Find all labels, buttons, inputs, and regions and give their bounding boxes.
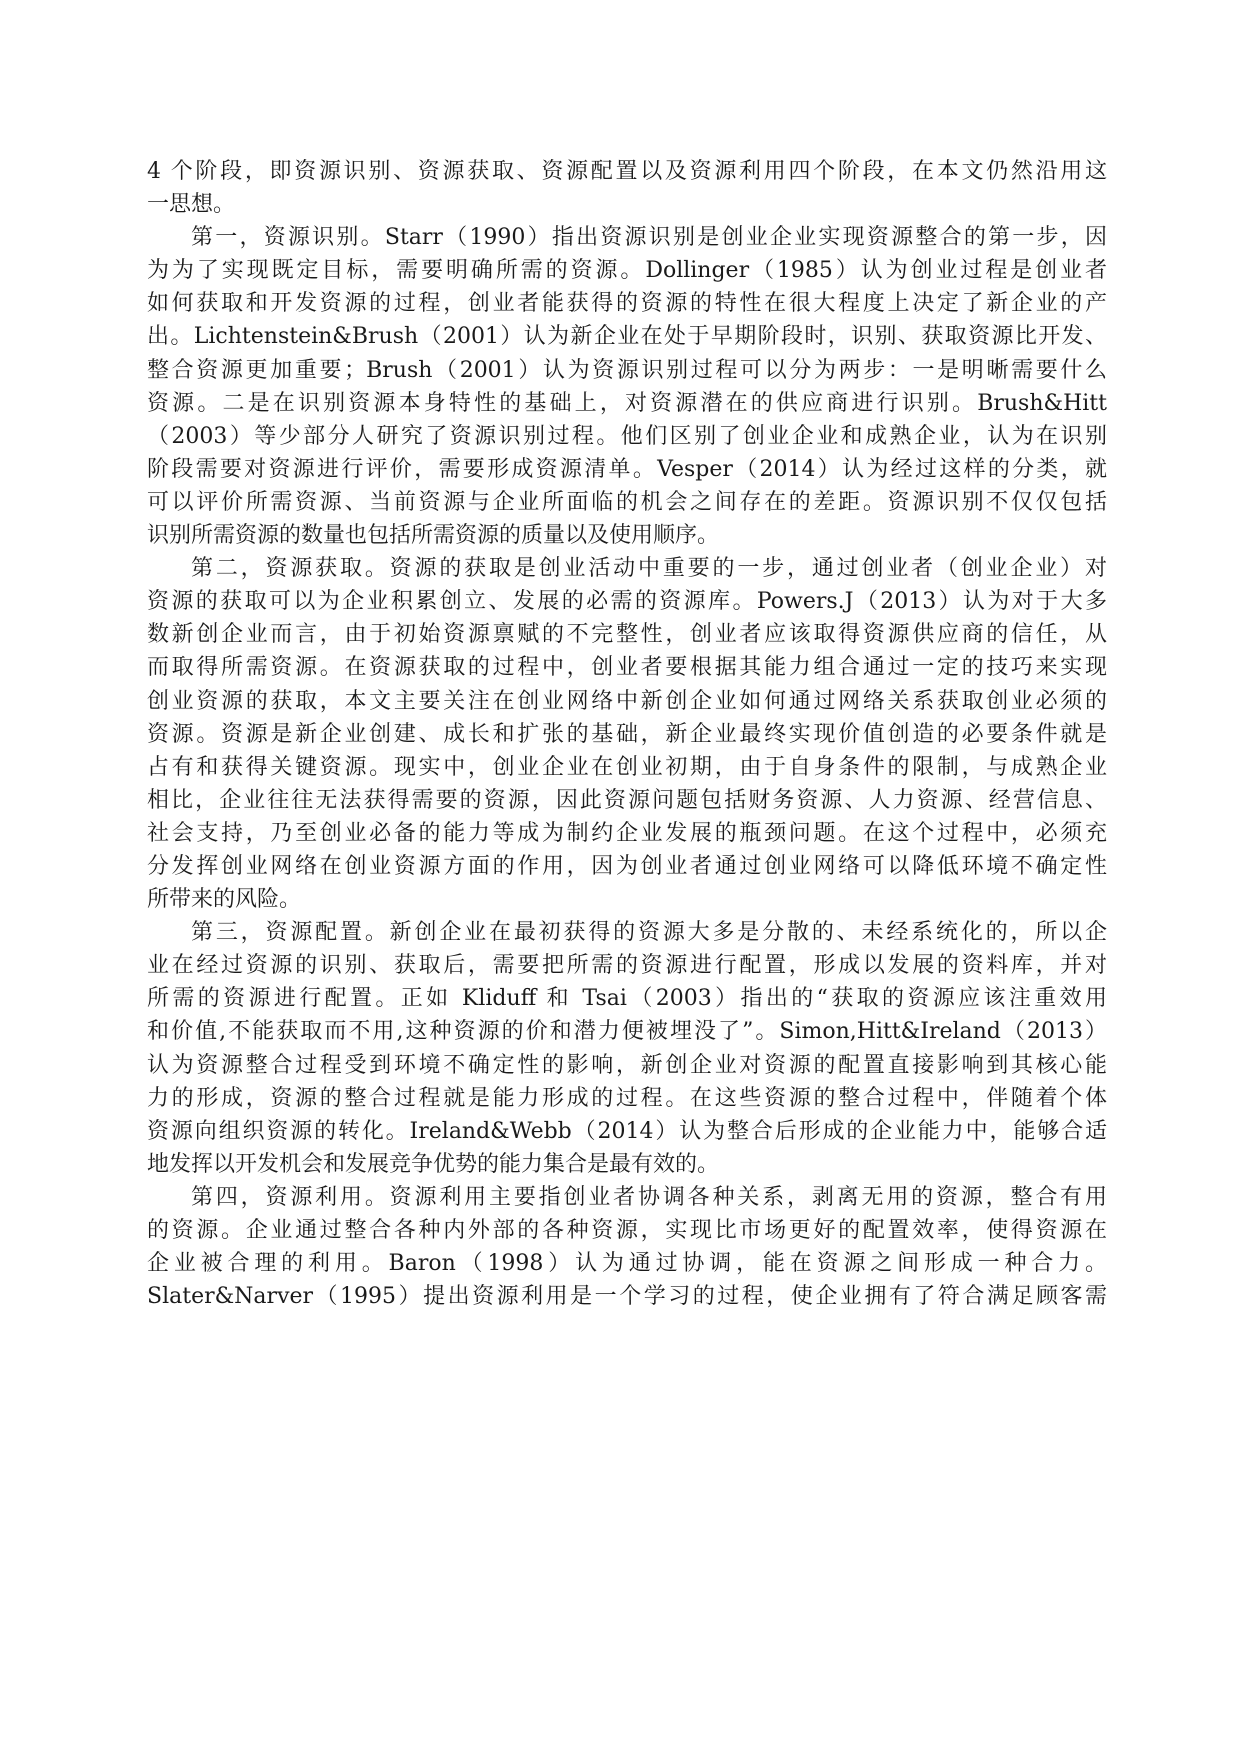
text-line: 资源向组织资源的转化。Ireland&Webb（2014）认为整合后形成的企业能力中，能够合适 [147, 1118, 1107, 1144]
paragraph-first-line: 第二，资源获取。资源的获取是创业活动中重要的一步，通过创业者（创业企业）对 [191, 556, 1107, 582]
text-line: 数新创企业而言，由于初始资源禀赋的不完整性，创业者应该取得资源供应商的信任，从 [147, 622, 1107, 648]
text-line: 和价值,不能获取而不用,这种资源的价和潜力便被埋没了”。Simon,Hitt&Ireland（2013） [147, 1019, 1107, 1045]
text-line: 识别所需资源的数量也包括所需资源的质量以及使用顺序。 [147, 523, 720, 549]
text-line: 业在经过资源的识别、获取后，需要把所需的资源进行配置，形成以发展的资料库，并对 [147, 953, 1107, 979]
text-line: 出。Lichtenstein&Brush（2001）认为新企业在处于早期阶段时，识别、获取资源比开发、 [147, 324, 1107, 350]
text-line: 资源。二是在识别资源本身特性的基础上，对资源潜在的供应商进行识别。Brush&Hitt [147, 390, 1107, 416]
text-line: 认为资源整合过程受到环境不确定性的影响，新创企业对资源的配置直接影响到其核心能 [147, 1052, 1107, 1078]
text-line: 可以评价所需资源、当前资源与企业所面临的机会之间存在的差距。资源识别不仅仅包括 [147, 489, 1107, 515]
text-line: 资源的获取可以为企业积累创立、发展的必需的资源库。Powers.J（2013）认为对于大多 [147, 589, 1107, 615]
text-line: 分发挥创业网络在创业资源方面的作用，因为创业者通过创业网络可以降低环境不确定性 [147, 853, 1107, 879]
text-line: 相比，企业往往无法获得需要的资源，因此资源问题包括财务资源、人力资源、经营信息、 [147, 787, 1107, 813]
text-line: 一思想。 [147, 192, 236, 218]
paragraph-first-line: 第三，资源配置。新创企业在最初获得的资源大多是分散的、未经系统化的，所以企 [191, 920, 1107, 946]
text-line: 整合资源更加重要；Brush（2001）认为资源识别过程可以分为两步：一是明晰需要什么 [147, 357, 1107, 383]
text-line: 企业被合理的利用。Baron（1998）认为通过协调，能在资源之间形成一种合力。 [147, 1251, 1107, 1277]
text-line: （2003）等少部分人研究了资源识别过程。他们区别了创业企业和成熟企业，认为在识别 [147, 423, 1107, 449]
paragraph-first-line: 第四，资源利用。资源利用主要指创业者协调各种关系，剥离无用的资源，整合有用 [191, 1184, 1107, 1210]
text-line: 创业资源的获取，本文主要关注在创业网络中新创企业如何通过网络关系获取创业必须的 [147, 688, 1107, 714]
text-line: 地发挥以开发机会和发展竞争优势的能力集合是最有效的。 [147, 1151, 720, 1177]
text-line: 所带来的风险。 [147, 887, 302, 913]
text-line: 资源。资源是新企业创建、成长和扩张的基础，新企业最终实现价值创造的必要条件就是 [147, 721, 1107, 747]
text-line: Slater&Narver（1995）提出资源利用是一个学习的过程，使企业拥有了符合满足顾客需 [147, 1284, 1107, 1310]
text-line: 而取得所需资源。在资源获取的过程中，创业者要根据其能力组合通过一定的技巧来实现 [147, 655, 1107, 681]
paragraph-first-line: 第一，资源识别。Starr（1990）指出资源识别是创业企业实现资源整合的第一步，因 [191, 225, 1107, 251]
text-line: 阶段需要对资源进行评价，需要形成资源清单。Vesper（2014）认为经过这样的分类，就 [147, 456, 1107, 482]
text-line: 4 个阶段，即资源识别、资源获取、资源配置以及资源利用四个阶段，在本文仍然沿用这 [147, 159, 1107, 184]
text-line: 为为了实现既定目标，需要明确所需的资源。Dollinger（1985）认为创业过程是创业者 [147, 258, 1107, 284]
text-line: 如何获取和开发资源的过程，创业者能获得的资源的特性在很大程度上决定了新企业的产 [147, 291, 1107, 317]
text-line: 所需的资源进行配置。正如 Kliduff 和 Tsai（2003）指出的“获取的资源应该注重效用 [147, 986, 1107, 1012]
body-text [147, 155, 1107, 1313]
text-line: 的资源。企业通过整合各种内外部的各种资源，实现比市场更好的配置效率，使得资源在 [147, 1218, 1107, 1243]
text-line: 力的形成，资源的整合过程就是能力形成的过程。在这些资源的整合过程中，伴随着个体 [147, 1085, 1107, 1111]
text-line: 占有和获得关键资源。现实中，创业企业在创业初期，由于自身条件的限制，与成熟企业 [147, 754, 1107, 780]
text-line: 社会支持，乃至创业必备的能力等成为制约企业发展的瓶颈问题。在这个过程中，必须充 [147, 820, 1107, 846]
